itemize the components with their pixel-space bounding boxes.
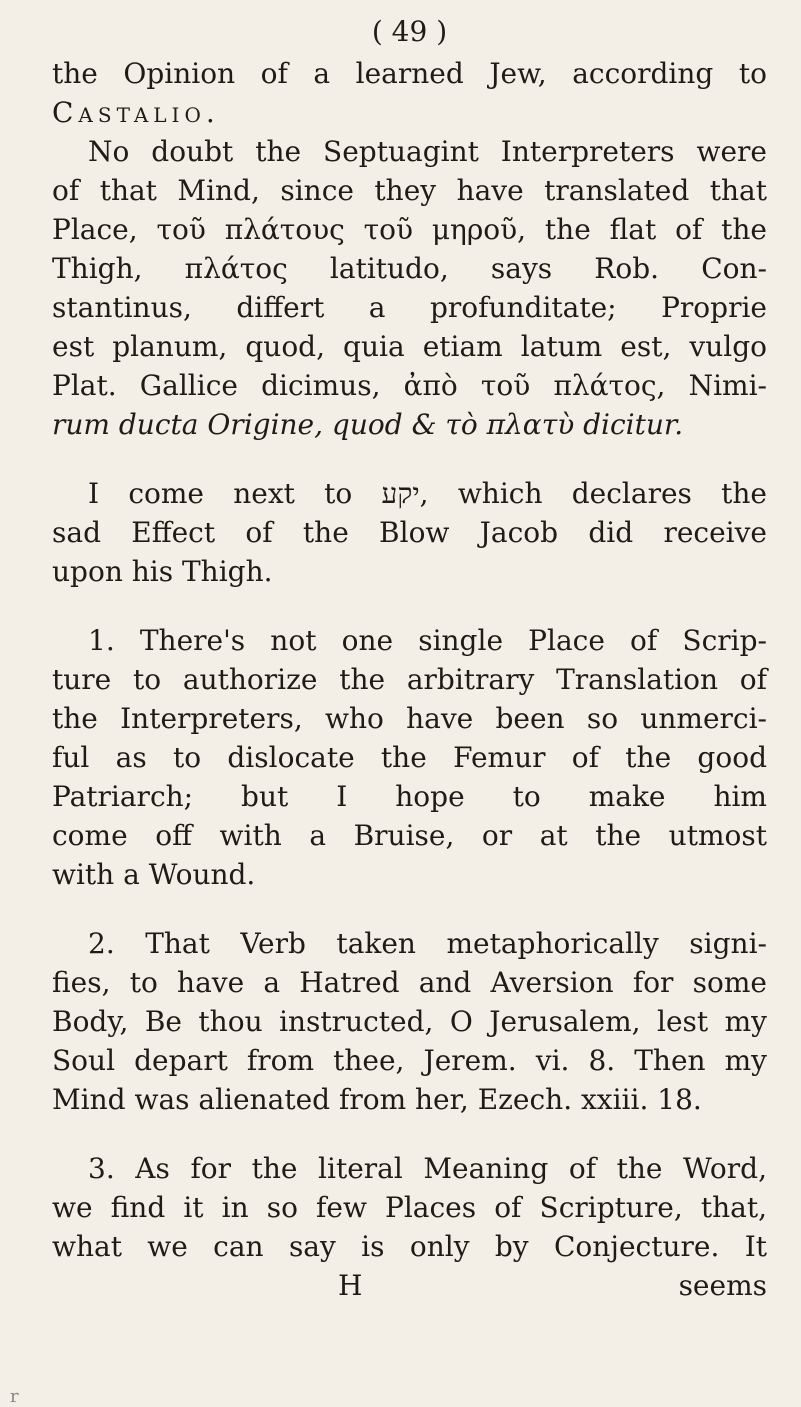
text-line: Body, Be thou instructed, O Jerusalem, lest my [52,1005,767,1038]
text-line: I come next to יקע, which declares the [88,477,768,510]
text-line: ture to authorize the arbitrary Translation of [52,663,767,696]
text-line: fies, to have a Hatred and Aversion for some [52,966,767,999]
text-line: Plat. Gallice dicimus, ἀπὸ τοῦ πλάτος, Nimi- [52,369,767,402]
text-line: we find it in so few Places of Scripture, that, [52,1191,767,1224]
page-footer [52,1266,767,1305]
book-page [52,14,767,1394]
text-line: with a Wound. [52,858,256,891]
paragraph-4 [52,924,767,1119]
text-line: come off with a Bruise, or at the utmost [52,819,767,852]
page-number: ( 49 ) [371,15,448,48]
text-line: No doubt the Septuagint Interpreters were [88,135,767,168]
text-line: est planum, quod, quia etiam latum est, vulgo [52,330,767,363]
text-line: what we can say is only by Conjecture. It [52,1230,767,1263]
intro-block [52,54,767,132]
catchword: seems [678,1269,767,1302]
text-line: of that Mind, since they have translated that [52,174,767,207]
paragraph-1 [52,132,767,444]
text-line: rum ducta Origine, quod & τὸ πλατὺ dicitur. [52,408,684,441]
text-line: Patriarch; but I hope to make him [52,780,767,813]
paragraph-3 [52,621,767,894]
text-line: the Interpreters, who have been so unmerci- [52,702,767,735]
text-line: Soul depart from thee, Jerem. vi. 8. Then my [52,1044,767,1077]
text-line: sad Effect of the Blow Jacob did receive [52,516,767,549]
text-line: ful as to dislocate the Femur of the good [52,741,767,774]
text-line: 1. There's not one single Place of Scrip- [88,624,767,657]
text-line: Thigh, πλάτος latitudo, says Rob. Con- [52,252,767,285]
text-line: 3. As for the literal Meaning of the Word, [88,1152,767,1185]
paragraph-5 [52,1149,767,1266]
text-line: Place, τοῦ πλάτους τοῦ μηροῦ, the flat of the [52,213,767,246]
corner-mark: r [10,1386,19,1407]
text-line: Castalio. [52,96,220,129]
text-line: 2. That Verb taken metaphorically signi- [88,927,767,960]
text-line: upon his Thigh. [52,555,273,588]
text-line: Mind was alienated from her, Ezech. xxiii. 18. [52,1083,702,1116]
text-line: stantinus, differt a profunditate; Proprie [52,291,767,324]
paragraph-2 [52,474,767,591]
text-line: the Opinion of a learned Jew, according to [52,57,767,90]
signature-mark: H [338,1269,363,1302]
